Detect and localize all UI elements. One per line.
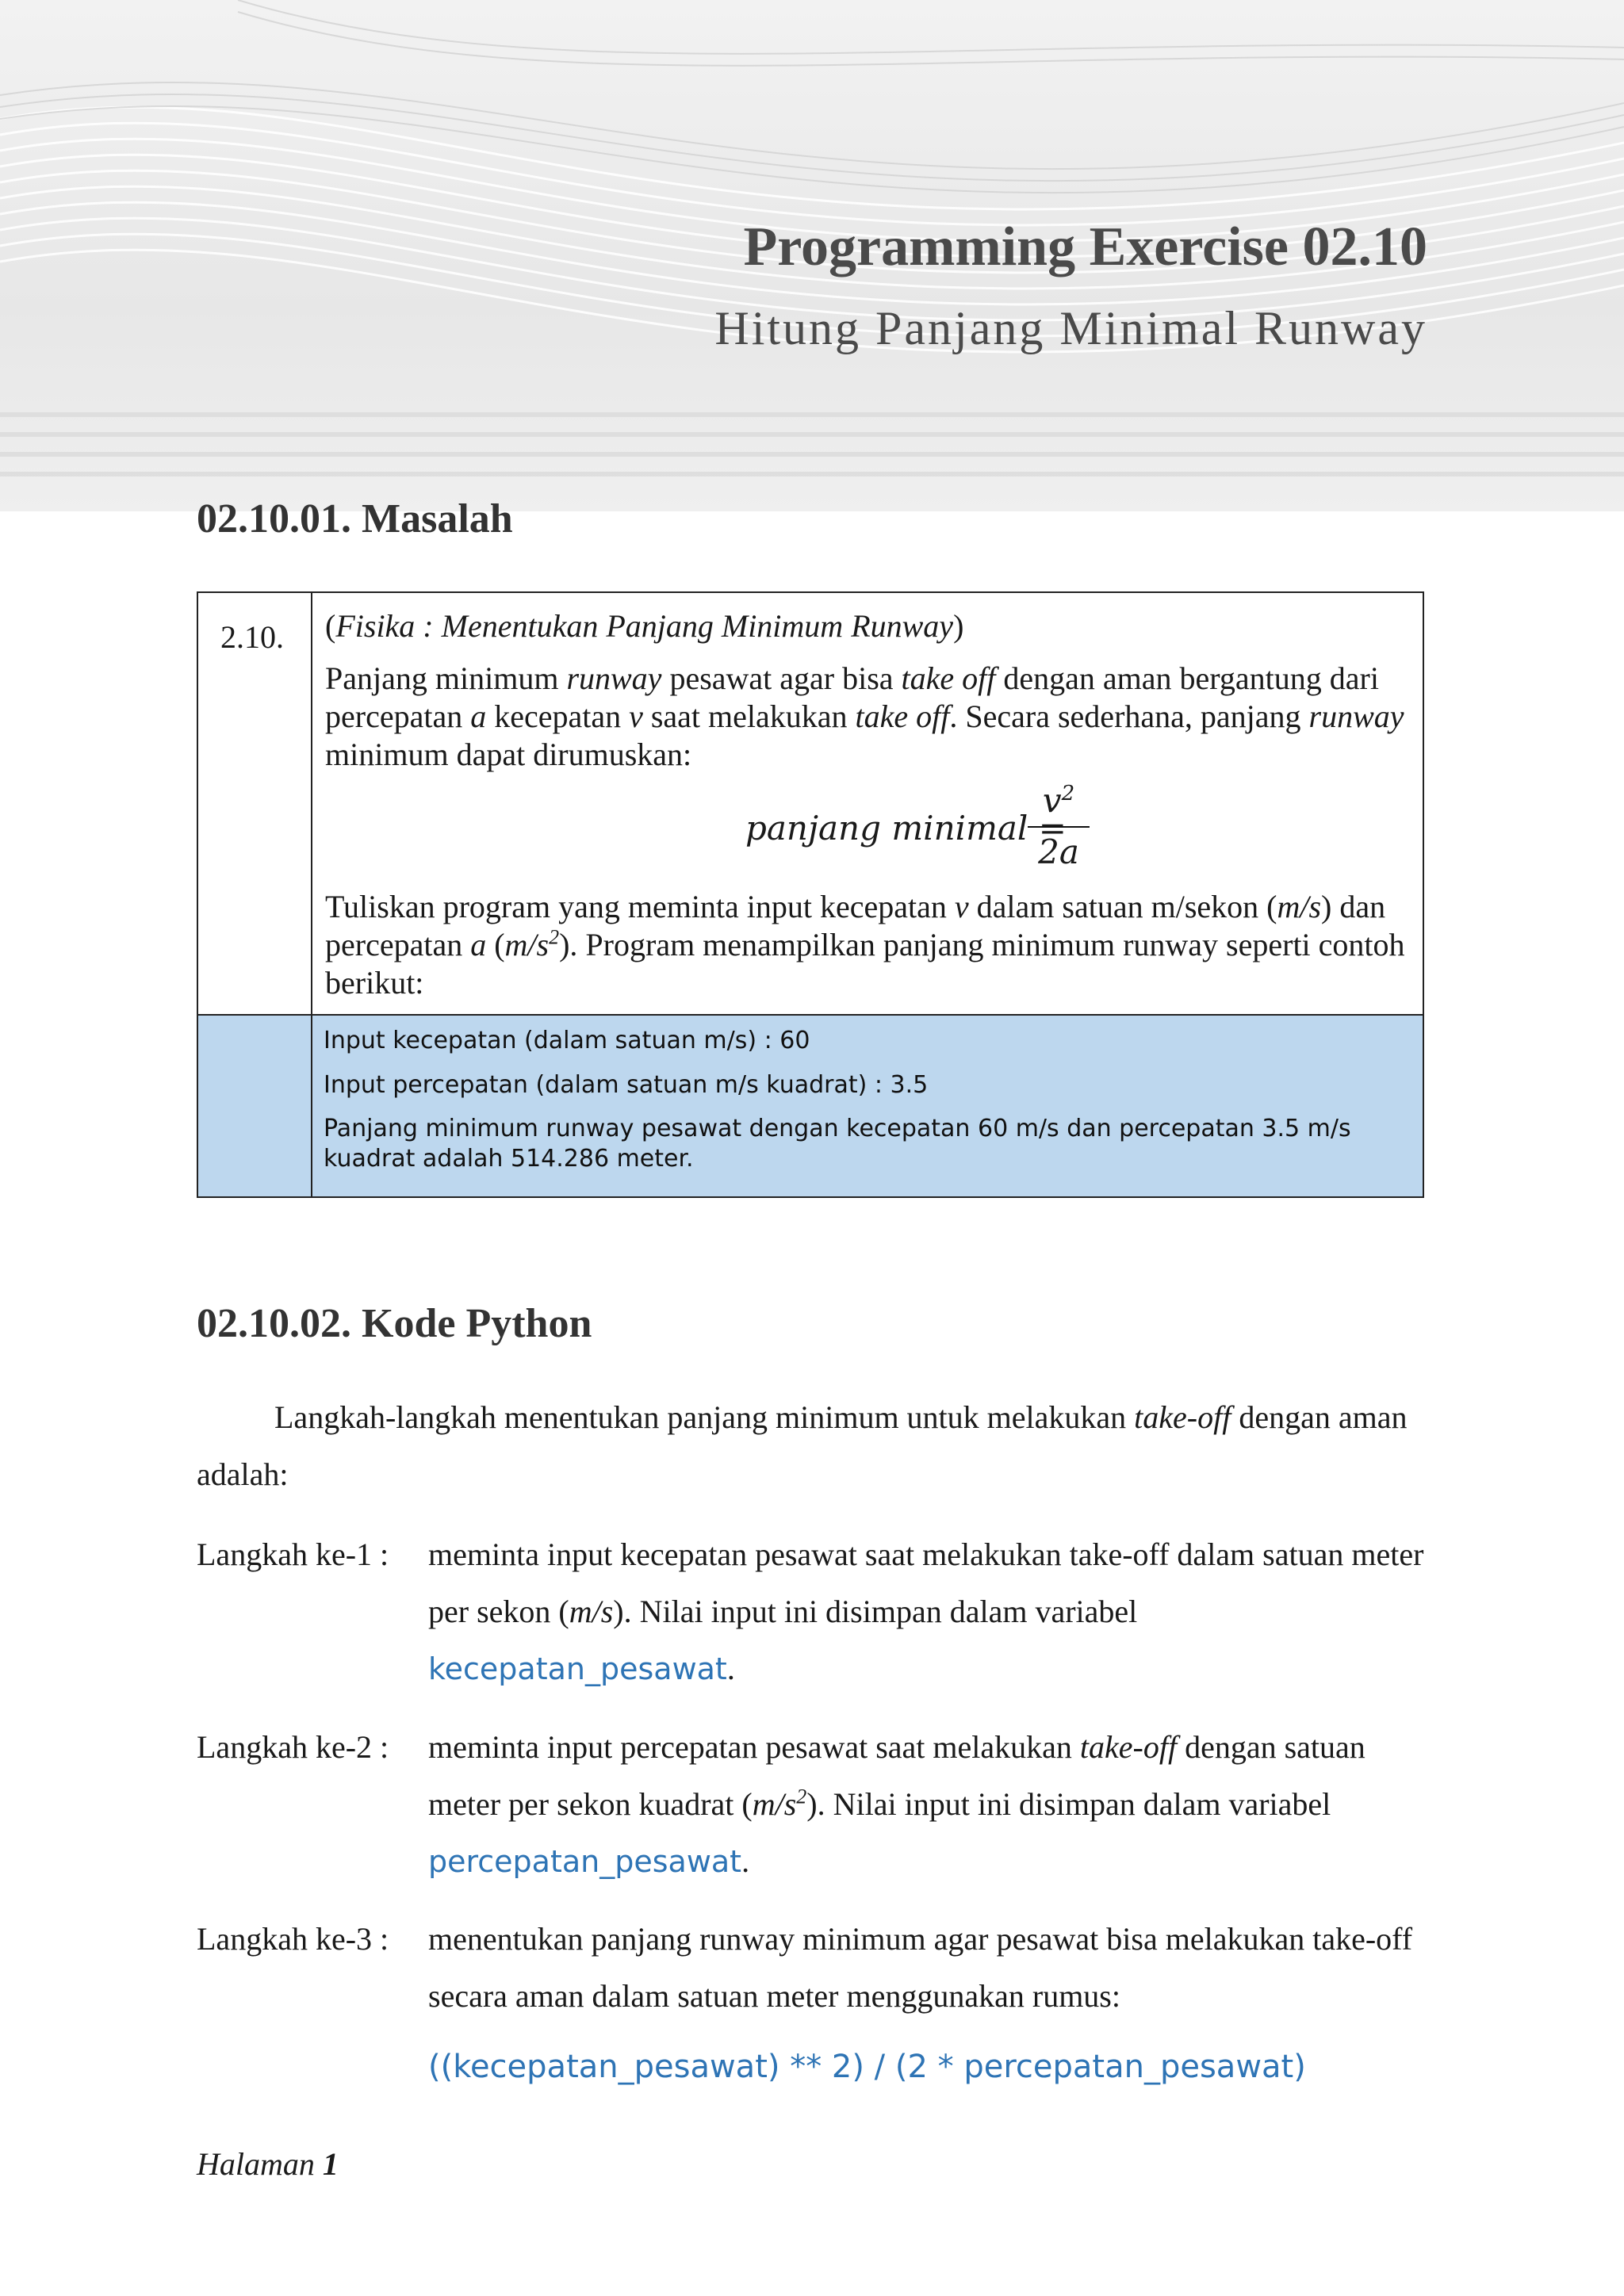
problem-description [325, 607, 1411, 774]
step-3-label: Langkah ke-3 : [197, 1921, 389, 1957]
problem-topic: (Fisika : Menentukan Panjang Minimum Runway) [325, 608, 964, 644]
step-1-text: meminta input kecepatan pesawat saat melakukan take-off dalam satuan meter per sekon (m/s). Nilai input ini disimpan dalam variabel kecepatan_pesawat. [428, 1536, 1424, 1686]
output-line-3: Panjang minimum runway pesawat dengan kecepatan 60 m/s dan percepatan 3.5 m/s kuadrat adalah 514.286 meter. [324, 1115, 1351, 1173]
step-2-text: meminta input percepatan pesawat saat melakukan take-off dengan satuan meter per sekon kuadrat $(m/s^2)$. Nilai input ini disimpan dalam variabel percepatan_pesawat. [428, 1729, 1365, 1879]
runway-formula [198, 775, 1426, 878]
sample-output [198, 1014, 1423, 1196]
output-line-1: Input kecepatan (dalam satuan m/s) : 60 [324, 1027, 810, 1054]
sample-output-empty-cell [198, 1016, 312, 1196]
step-1-label: Langkah ke-1 : [197, 1536, 389, 1572]
sample-output-lines [324, 1025, 1418, 1187]
problem-paragraph-2: Tuliskan program yang meminta input kecepatan v dalam satuan m/sekon (m/s) dan percepatan a $(m/s^2)$. Program menampilkan panjang minimum runway seperti contoh berikut: [325, 889, 1405, 1001]
step-2-label: Langkah ke-2 : [197, 1729, 389, 1765]
page-footer: Halaman 1 [197, 2146, 339, 2182]
variable-percepatan: percepatan_pesawat [428, 1844, 742, 1879]
problem-number: 2.10. [220, 619, 284, 655]
problem-box [197, 591, 1424, 1198]
page-number: 1 [322, 2146, 339, 2182]
page-title: Programming Exercise 02.10 [743, 216, 1427, 277]
formula-denominator: 2a [1038, 832, 1079, 871]
step-3-text: menentukan panjang runway minimum agar pesawat bisa melakukan take-off secara aman dalam satuan meter menggunakan rumus: [428, 1921, 1413, 2014]
header-banner [0, 0, 1624, 511]
output-line-2: Input percepatan (dalam satuan m/s kuadrat) : 3.5 [324, 1071, 929, 1099]
formula-code: ((kecepatan_pesawat) ** 2) / (2 * percepatan_pesawat) [428, 2049, 1306, 2085]
page-subtitle: Hitung Panjang Minimal Runway [714, 302, 1427, 354]
section-heading-masalah: 02.10.01. Masalah [197, 496, 513, 541]
intro-paragraph: Langkah-langkah menentukan panjang minimum untuk melakukan take-off dengan aman adalah: [197, 1399, 1408, 1492]
section-heading-kode-python: 02.10.02. Kode Python [197, 1301, 592, 1346]
formula-numerator: $v^2$ [1042, 781, 1075, 820]
formula-lhs: panjang minimal = [745, 809, 1067, 848]
formula-fraction [1023, 775, 1094, 877]
problem-paragraph-1: Panjang minimum runway pesawat agar bisa take off dengan aman bergantung dari percepatan a kecepatan v saat melakukan take off. Secara sederhana, panjang runway minimum dapat dirumuskan: [325, 660, 1404, 772]
variable-kecepatan: kecepatan_pesawat [428, 1651, 727, 1686]
